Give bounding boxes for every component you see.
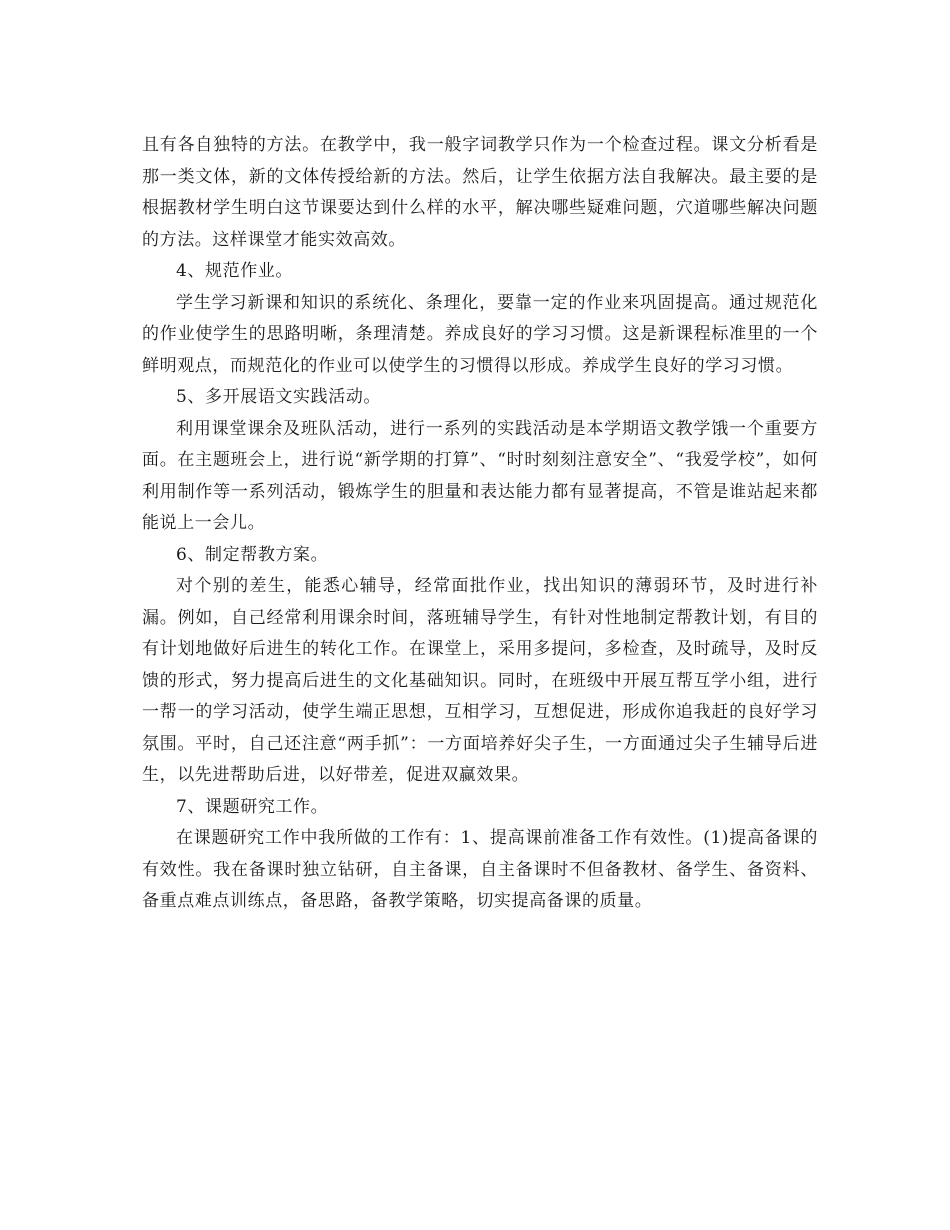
section-heading-research: 7、课题研究工作。 [176,796,329,817]
paragraph-tutoring: 对个别的差生，能悉心辅导，经常面批作业，找出知识的薄弱环节，及时进行补漏。例如，自己经常利用课余时间，落班辅导学生，有针对性地制定帮教计划，有目的有计划地做好后进生的转化工作。在课堂上，采用多提问，多检查，及时疏导，及时反馈的形式，努力提高后进生的文化基础知识。同时，在班级中开展互帮互学小组，进行一帮一的学习活动，使学生端正思想，互相学习，互想促进，形成你追我赶的良好学习氛围。平时，自己还注意“两手抓”：一方面培养好尖子生，一方面通过尖子生辅导后进生，以先进帮助后进，以好带差，促进双赢效果。 [142,576,818,785]
section-heading-practice: 5、多开展语文实践活动。 [176,387,382,407]
section-heading-tutoring: 6、制定帮教方案。 [176,544,329,565]
section-heading-homework: 4、规范作业。 [176,261,294,281]
paragraph-text-continued: 且有各自独特的方法。在教学中，我一般字词教学只作为一个检查过程。课文分析看是那一类文体，新的文体传授给新的方法。然后，让学生依据方法自我解决。最主要的是根据教材学生明白这节课要达到什么样的水平，解决哪些疑难问题，穴道哪些解决问题的方法。这样课堂才能实效高效。 [142,135,818,250]
paragraph-research: 在课题研究工作中我所做的工作有：1、提高课前准备工作有效性。(1)提高备课的有效性。我在备课时独立钻研，自主备课，自主备课时不但备教材、备学生、备资料、备重点难点训练点，备思路，备教学策略，切实提高备课的质量。 [142,828,818,911]
paragraph-practice: 利用课堂课余及班队活动，进行一系列的实践活动是本学期语文教学饿一个重要方面。在主题班会上，进行说“新学期的打算”、“时时刻刻注意安全”、“我爱学校”，如何利用制作等一系列活动，锻炼学生的胆量和表达能力都有显著提高，不管是谁站起来都能说上一会儿。 [142,418,818,533]
document-page [142,130,818,918]
paragraph-homework: 学生学习新课和知识的系统化、条理化，要靠一定的作业来巩固提高。通过规范化的作业使学生的思路明晰，条理清楚。养成良好的学习习惯。这是新课程标准里的一个鲜明观点，而规范化的作业可以使学生的习惯得以形成。养成学生良好的学习习惯。 [142,292,818,376]
